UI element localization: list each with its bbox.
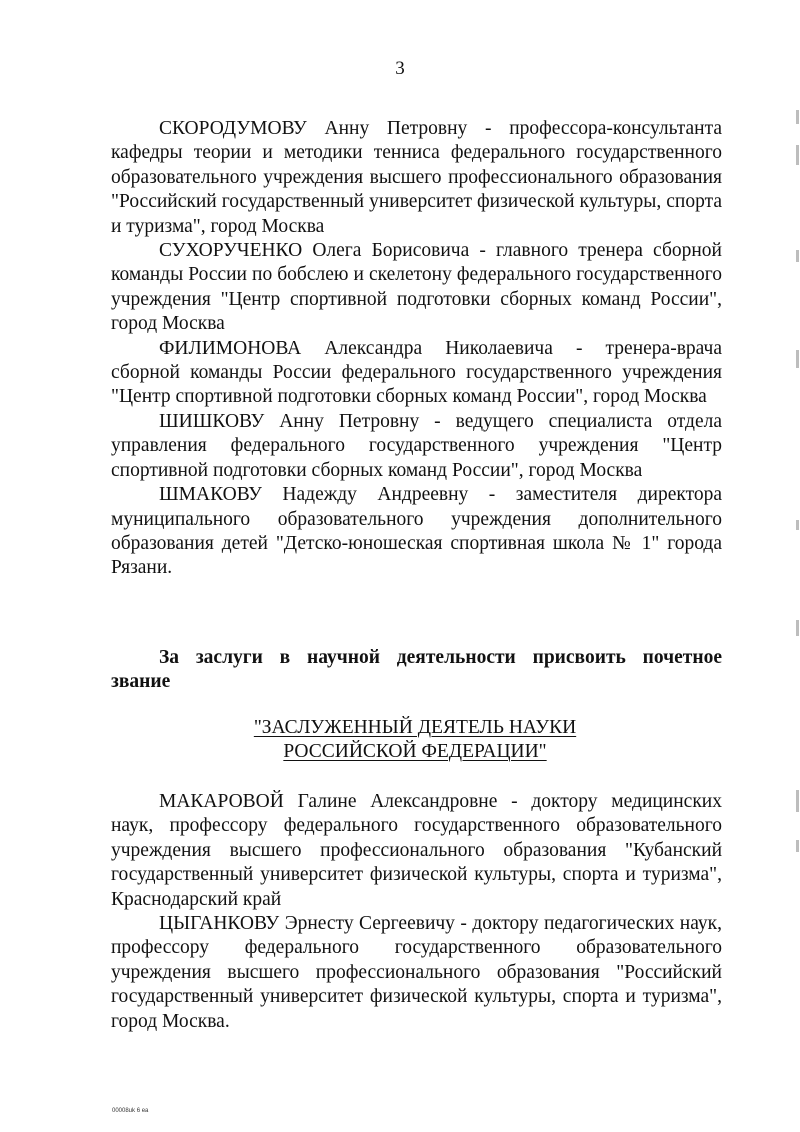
scan-edge-artifacts: [794, 100, 800, 1000]
awardee-entry: СКОРОДУМОВУ Анну Петровну - профессора-консультанта кафедры теории и методики тенниса федерального государственного образовательного учреждения высшего профессионального образования "Российский государственный университет физической культуры, спорта и туризма", город Москва: [111, 118, 722, 237]
honorary-title-line: "ЗАСЛУЖЕННЫЙ ДЕЯТЕЛЬ НАУКИ: [253, 717, 577, 738]
section-heading: За заслуги в научной деятельности присвоить почетное звание: [111, 647, 722, 693]
footer-document-code: 00008uk 6 ea: [112, 1108, 149, 1114]
honorary-title-line: РОССИЙСКОЙ ФЕДЕРАЦИИ": [283, 741, 547, 762]
awardee-entry: ФИЛИМОНОВА Александра Николаевича - тренера-врача сборной команды России федерального государственного учреждения "Центр спортивной подготовки сборных команд России", город Москва: [111, 337, 722, 408]
awardee-entry: ШИШКОВУ Анну Петровну - ведущего специалиста отдела управления федерального государственного учреждения "Центр спортивной подготовки сборных команд России", город Москва: [111, 410, 722, 481]
awardee-entry: МАКАРОВОЙ Галине Александровне - доктору медицинских наук, профессору федерального государственного образовательного учреждения высшего профессионального образования "Кубанский государственный университет физической культуры, спорта и туризма", Краснодарский край: [111, 791, 722, 910]
awardees-list-science: [111, 790, 722, 1034]
awardee-entry: СУХОРУЧЕНКО Олега Борисовича - главного тренера сборной команды России по бобслею и скелетону федерального государственного учреждения "Центр спортивной подготовки сборных команд России", город Москва: [111, 240, 722, 335]
page-number: 3: [395, 58, 405, 79]
awardee-entry: ЦЫГАНКОВУ Эрнесту Сергеевичу - доктору педагогических наук, профессору федерального государственного образовательного учреждения высшего профессионального образования "Российский государственный университет физической культуры, спорта и туризма", город Москва.: [111, 913, 722, 1032]
awardees-list-sport: [111, 117, 722, 581]
awardee-entry: ШМАКОВУ Надежду Андреевну - заместителя директора муниципального образовательного учреждения дополнительного образования детей "Детско-юношеская спортивная школа № 1" города Рязани.: [111, 484, 722, 579]
honorary-title: [0, 716, 800, 764]
